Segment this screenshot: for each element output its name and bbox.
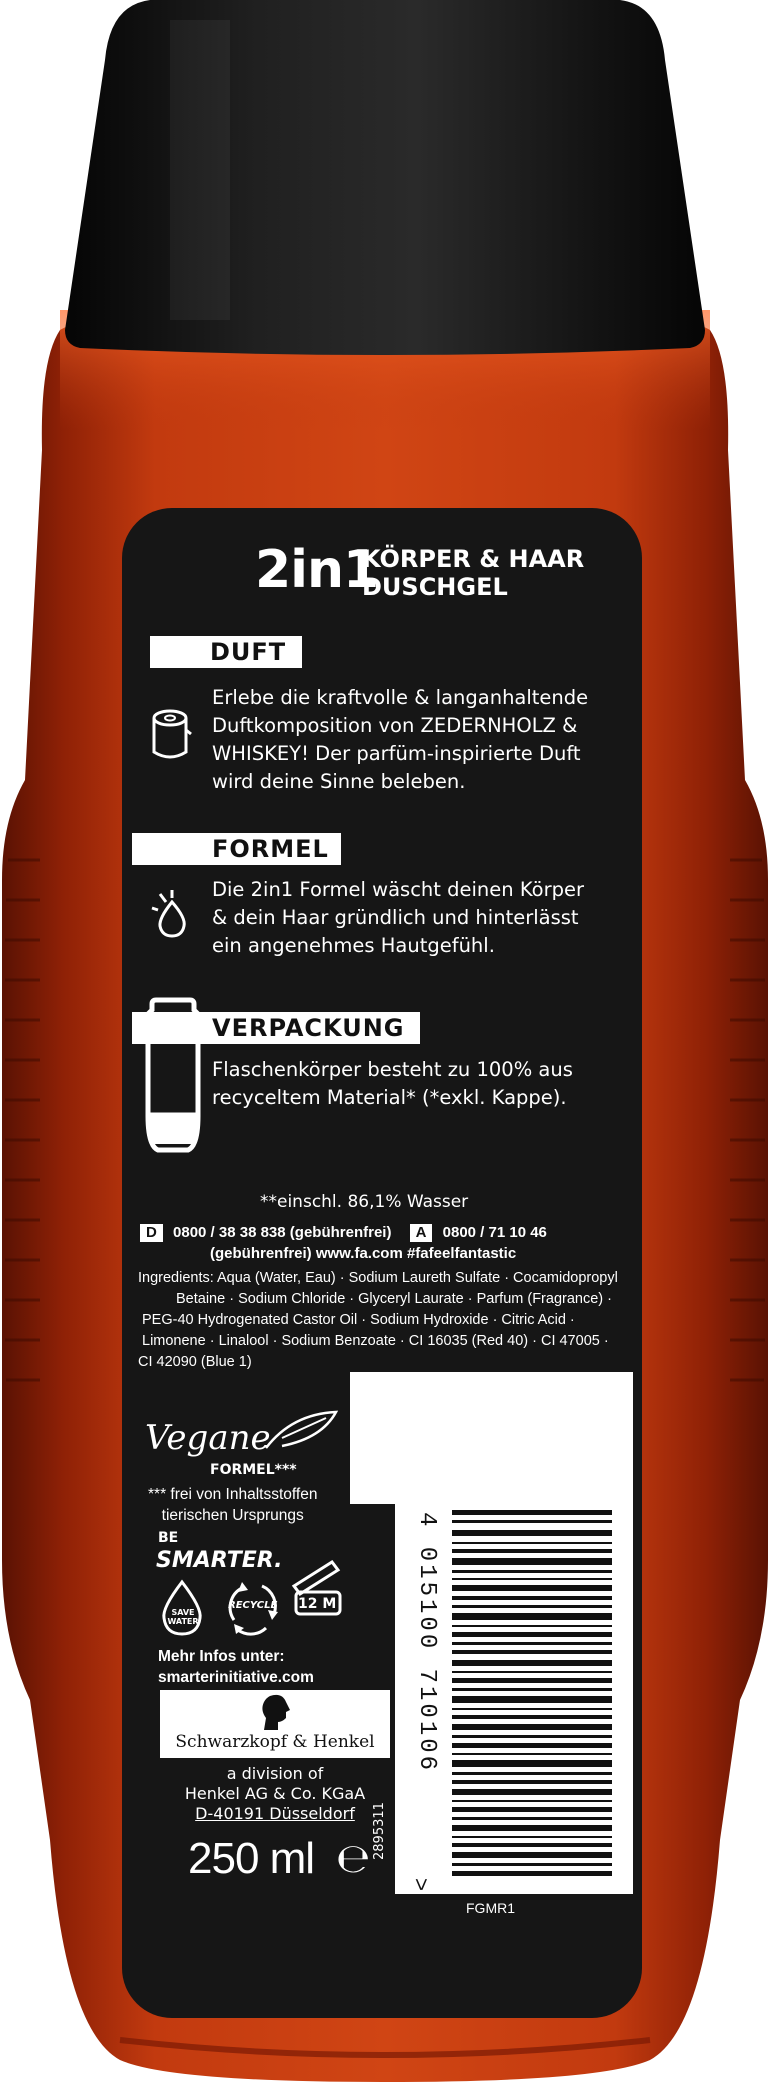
text-line: recyceltem Material* (*exkl. Kappe). (212, 1086, 567, 1109)
water-drop-icon (150, 888, 194, 945)
section-tag-duft: DUFT (150, 636, 302, 668)
country-badge-de: D (140, 1224, 163, 1242)
vegan-formel: FORMEL*** (210, 1462, 297, 1478)
ingredients-line: PEG-40 Hydrogenated Castor Oil · Sodium Hydroxide · Citric Acid · (142, 1312, 575, 1328)
smarter-info (158, 1646, 314, 1688)
estimated-sign: ℮ (336, 1836, 371, 1882)
text-line: smarterinitiative.com (158, 1669, 314, 1686)
ingredients-list (138, 1268, 618, 1373)
text-line: a division of (226, 1764, 324, 1783)
text-line: WHISKEY! Der parfüm-inspirierte Duft (212, 742, 581, 765)
phone-de: 0800 / 38 38 838 (gebührenfrei) (173, 1224, 392, 1241)
barcode-arrow: > (407, 1877, 433, 1892)
section-text-formel (212, 876, 584, 960)
volume-label: 250 ml (188, 1834, 315, 1883)
vegan-note (148, 1484, 317, 1526)
section-text-verpackung (212, 1056, 573, 1112)
batch-code: 2895311 (372, 1802, 387, 1860)
phone-at: 0800 / 71 10 46 (442, 1224, 547, 1241)
water-note: **einschl. 86,1% Wasser (260, 1192, 469, 1212)
text-line: Henkel AG & Co. KGaA (184, 1784, 366, 1803)
pao-label: 12 M (298, 1596, 337, 1612)
text-line: Mehr Infos unter: (158, 1648, 285, 1665)
text-line: Erlebe die kraftvolle & langanhaltende (212, 686, 589, 709)
text-line: Duftkomposition von ZEDERNHOLZ & (212, 714, 578, 737)
ingredients-line: Betaine · Sodium Chloride · Glyceryl Laurate · Parfum (Fragrance) · (176, 1291, 612, 1307)
section-tag-verpackung: VERPACKUNG (132, 1012, 420, 1044)
be-smarter-logo: SMARTER. (156, 1548, 283, 1573)
bottle-cap (65, 0, 705, 355)
vegan-script-logo: Vegane (145, 1418, 271, 1458)
brand-head-silhouette-icon (256, 1692, 294, 1737)
section-text-duft (212, 684, 588, 796)
save-water-label: SAVE WATER (167, 1608, 199, 1626)
text-line: & dein Haar gründlich und hinterlässt (212, 906, 579, 929)
bottle-icon (142, 996, 204, 1161)
contact-line2: (gebührenfrei) www.fa.com #fafeelfantastic (210, 1245, 517, 1262)
title-2in1: 2in1 (255, 540, 379, 600)
be-smarter-be: BE (158, 1530, 179, 1546)
text-line: Die 2in1 Formel wäscht deinen Körper (212, 878, 584, 901)
ingredients-line: Limonene · Linalool · Sodium Benzoate · CI 16035 (Red 40) · CI 47005 · (142, 1333, 609, 1349)
title-line2: DUSCHGEL (362, 573, 508, 601)
ingredients-line: CI 42090 (Blue 1) (138, 1354, 252, 1370)
fgmr-code: FGMR1 (466, 1900, 515, 1916)
brand-name: Schwarzkopf & Henkel (175, 1732, 375, 1752)
brand-address (165, 1764, 385, 1824)
text-line: Flaschenkörper besteht zu 100% aus (212, 1058, 573, 1081)
contact-block (140, 1222, 547, 1264)
country-badge-at: A (410, 1224, 433, 1242)
brand-logo-box (160, 1690, 390, 1758)
barcode-panel (350, 1372, 633, 1504)
text-line: wird deine Sinne beleben. (212, 770, 466, 793)
recycle-label: RECYCLE (228, 1600, 278, 1611)
ingredients-line: Ingredients: Aqua (Water, Eau) · Sodium Laureth Sulfate · Cocamidopropyl (138, 1270, 618, 1286)
barcode-digits: 4 015100 710106 (413, 1512, 440, 1774)
title-line1: KÖRPER & HAAR (362, 545, 585, 573)
section-tag-formel: FORMEL (132, 833, 341, 865)
wood-log-icon (148, 708, 192, 769)
text-line: tierischen Ursprungs (161, 1507, 304, 1524)
text-line: D-40191 Düsseldorf (195, 1804, 355, 1823)
leaf-icon (262, 1408, 340, 1459)
text-line: *** frei von Inhaltsstoffen (148, 1486, 318, 1503)
text-line: ein angenehmes Hautgefühl. (212, 934, 495, 957)
